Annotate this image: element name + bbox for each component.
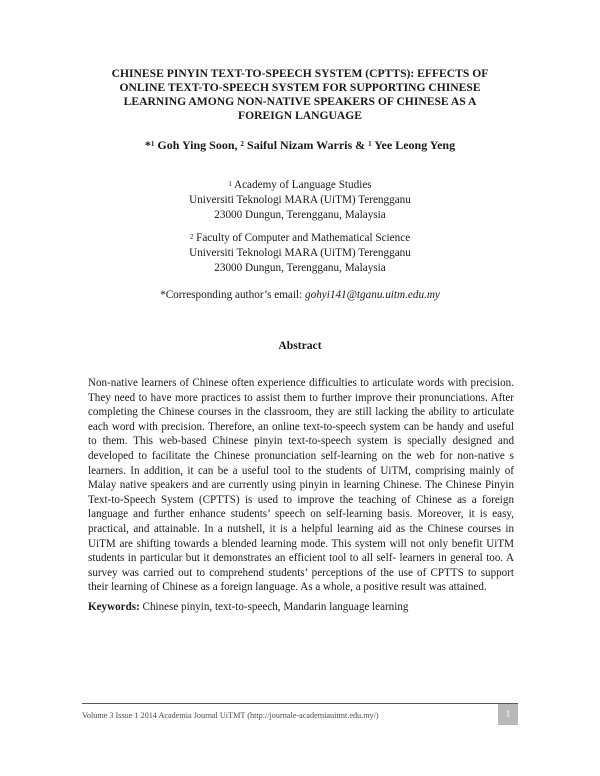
affiliation-2: $^2$ Faculty of Computer and Mathematical Science Universiti Teknologi MARA (UiTM) Terengganu 23000 Dungun, Terengganu, Malaysia bbox=[189, 232, 411, 274]
abstract-heading: Abstract bbox=[278, 339, 322, 352]
page-footer bbox=[82, 703, 518, 725]
author: *$^1$ Goh Ying Soon, bbox=[144, 138, 238, 152]
email-address: gohyi141@tganu.uitm.edu.my bbox=[305, 289, 440, 301]
author: $^2$ Saiful Nizam Warris & bbox=[240, 138, 366, 152]
page-number: 1 bbox=[498, 704, 518, 725]
keywords-text: Chinese pinyin, text-to-speech, Mandarin language learning bbox=[142, 601, 409, 613]
abstract-body: Non-native learners of Chinese often experience difficulties to articulate words with precision. They need to have more practices to assist them to further improve their pronunciations. After completing the Chinese courses in the classroom, they are still lacking the ability to articulate each word with precision. Therefore, an online text-to-speech system can be handy and useful to them. This web-based Chinese pinyin text-to-speech system is specially designed and developed to facilitate the Chinese pronunciation self-learning on the web for non-native s learners. In addition, it can be a useful tool to the students of UiTM, comprising mainly of Malay native speakers and are currently using pinyin in learning Chinese. The Chinese Pinyin Text-to-Speech System (CPTTS) is used to improve the teaching of Chinese as a foreign language and further enhance students’ speech on self-learning basis. Moreover, it is easy, practical, and attainable. In a nutshell, it is a helpful learning aid as the Chinese courses in UiTM are shifting towards a blended learning mode. This system will not only benefit UiTM students in particular but it demonstrates an efficient tool to all self- learners in general too. A survey was carried out to comprehend students’ perceptions of the use of CPTTS to support their learning of Chinese as a foreign language. As a whole, a positive result was attained. bbox=[88, 377, 514, 594]
email-label: *Corresponding author’s email: bbox=[160, 289, 303, 301]
author: $^1$ Yee Leong Yeng bbox=[368, 138, 456, 152]
keywords bbox=[88, 600, 514, 615]
footer-citation: Volume 3 Issue 1 2014 Academia Journal UiTMT (http://journale-academiauitmt.edu.my/) bbox=[82, 711, 379, 720]
author-list bbox=[0, 138, 600, 152]
corresponding-email bbox=[0, 288, 600, 303]
keywords-label: Keywords: bbox=[88, 601, 140, 613]
affiliation-1: $^1$ Academy of Language Studies Universiti Teknologi MARA (UiTM) Terengganu 23000 Dungun, Terengganu, Malaysia bbox=[189, 179, 411, 221]
paper-title: CHINESE PINYIN TEXT-TO-SPEECH SYSTEM (CPTTS): EFFECTS OF ONLINE TEXT-TO-SPEECH SYSTEM FOR SUPPORTING CHINESE LEARNING AMONG NON-NATIVE SPEAKERS OF CHINESE AS A FOREIGN LANGUAGE bbox=[111, 67, 489, 122]
footer-divider bbox=[82, 703, 518, 704]
